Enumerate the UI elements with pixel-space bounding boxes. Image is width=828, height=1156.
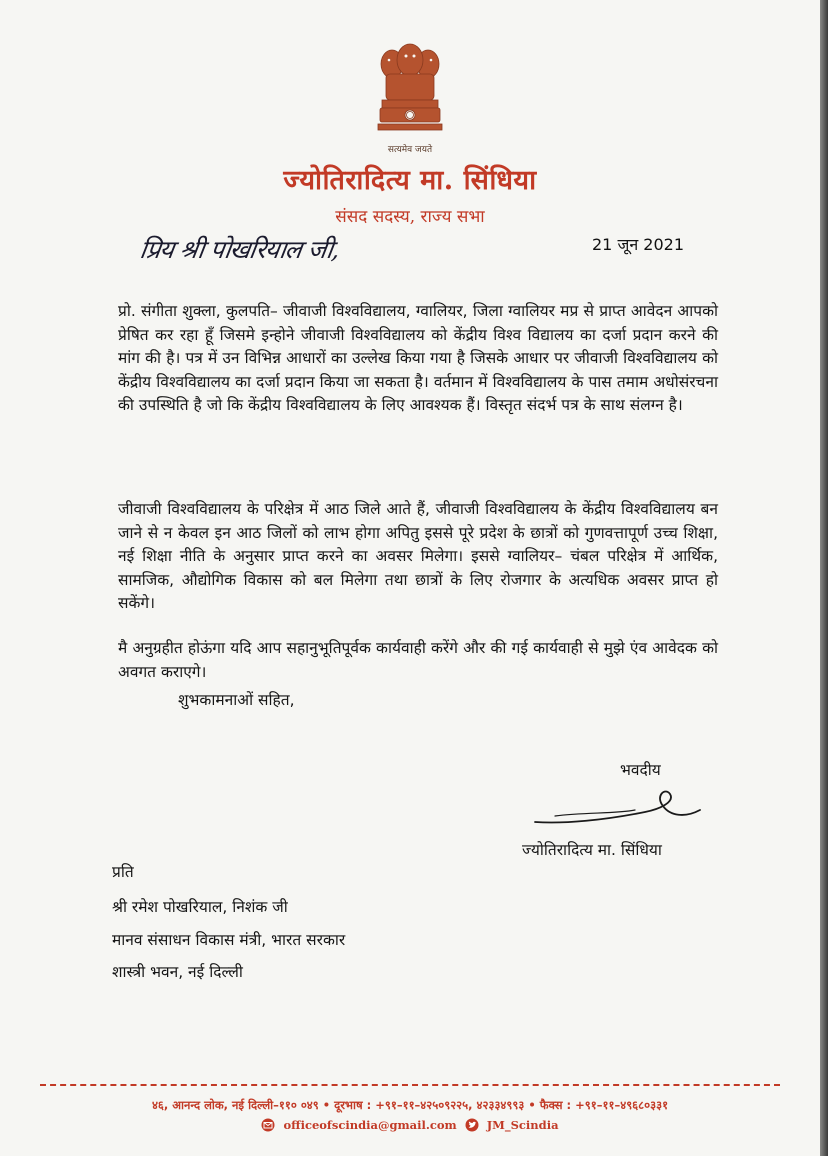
emblem-motto: सत्यमेव जयते (387, 145, 433, 155)
body-paragraph: जीवाजी विश्वविद्यालय के परिक्षेत्र में आठ जिले आते हैं, जीवाजी विश्वविद्यालय के केंद्रीय विश्वविद्यालय बन जाने से न केवल इन आठ जिलों को लाभ होगा अपितु इससे पूरे प्रदेश के छात्रों को गुणवत्तापूर्ण उच्च शिक्षा, नई शिक्षा नीति के अनुसार प्राप्त करने का अवसर मिलेगा। इससे ग्वालियर– चंबल परिक्षेत्र में आर्थिक, सामजिक, औद्योगिक विकास को बल मिलेगा तथा छात्रों के लिए रोजगार के अत्यधिक अवसर प्राप्त हो सकेंगे। (118, 500, 718, 612)
letterhead-name: ज्योतिरादित्य मा. सिंधिया (283, 165, 537, 196)
body-paragraph: मै अनुग्रहीत होऊंगा यदि आप सहानुभूतिपूर्वक कार्यवाही करेंगे और की गई कार्यवाही से मुझे एंव आवेदक को अवगत कराएगे। (118, 639, 718, 681)
footer-contact (260, 1118, 560, 1132)
body-paragraph: प्रो. संगीता शुक्ला, कुलपति– जीवाजी विश्वविद्यालय, ग्वालियर, जिला ग्वालियर मप्र से प्राप्त आवेदन आपको प्रेषित कर रहा हूँ जिसमे इन्होने जीवाजी विश्वविद्यालय को केंद्रीय विश्व विद्यालय का दर्जा प्रदान करने की मांग की है। पत्र में उन विभिन्न आधारों का उल्लेख किया गया है जिसके आधार पर जीवाजी विश्वविद्यालय को केंद्रीय विश्वविद्यालय का दर्जा प्रदान किया जा सकता है। वर्तमान में विश्वविद्यालय के पास तमाम अधोसंरचना की उपस्थिति है जो कि केंद्रीय विश्वविद्यालय के लिए आवश्यक हैं। विस्तृत संदर्भ पत्र के साथ संलग्न है। (118, 302, 718, 414)
footer-email[interactable]: officeofscindia@gmail.com (283, 1118, 457, 1132)
letterhead-designation: संसद सदस्य, राज्य सभा (335, 207, 485, 227)
footer-twitter[interactable]: JM_Scindia (486, 1118, 559, 1132)
footer-address: ४६, आनन्द लोक, नई दिल्ली–११० ०४९ • दूरभाष : +९१–११–४२५०९२२५, ४२३३४९९३ • फैक्स : +९१–११–४९६८०३३१ (151, 1098, 669, 1112)
twitter-icon (465, 1118, 479, 1132)
email-icon (261, 1118, 275, 1132)
signature-image (525, 782, 725, 832)
closing-line: शुभकामनाओं सहित, (178, 691, 295, 709)
page-edge-shadow (820, 0, 828, 1156)
signatory-name: ज्योतिरादित्य मा. सिंधिया (522, 841, 662, 859)
letter-date: 21 जून 2021 (592, 235, 685, 254)
recipient-label: प्रति (112, 863, 134, 881)
footer-divider (40, 1084, 780, 1086)
recipient-designation: मानव संसाधन विकास मंत्री, भारत सरकार (112, 931, 346, 949)
recipient-name: श्री रमेश पोखरियाल, निशंक जी (112, 898, 288, 916)
handwritten-salutation: प्रिय श्री पोखरियाल जी, (137, 235, 341, 264)
sign-off-label: भवदीय (620, 761, 661, 779)
recipient-address: शास्त्री भवन, नई दिल्ली (112, 963, 243, 981)
national-emblem-icon (372, 40, 448, 140)
